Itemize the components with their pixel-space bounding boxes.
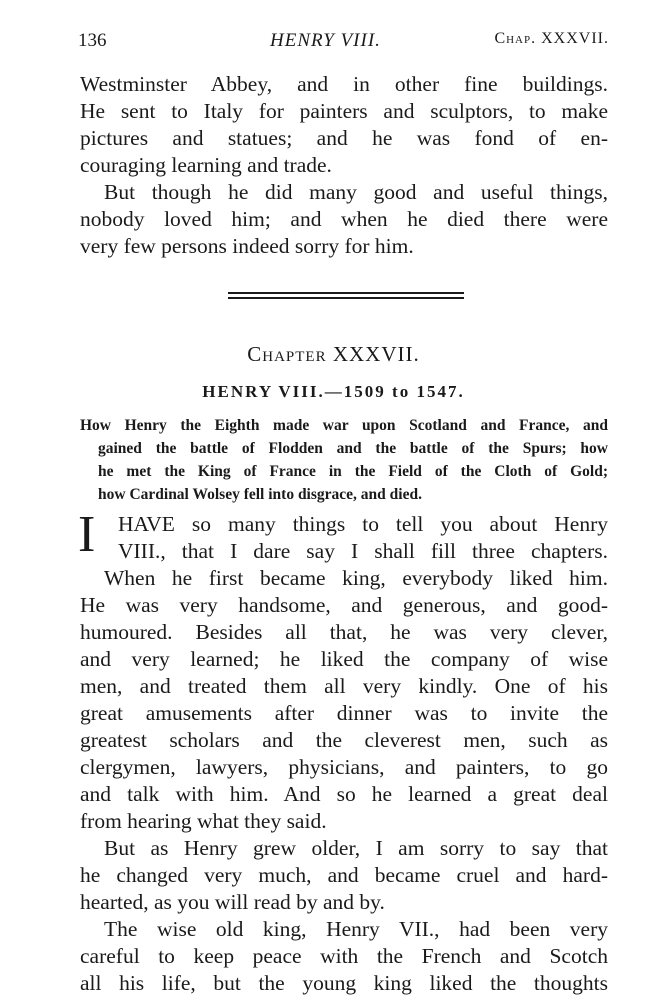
chapter-summary-line: How Henry the Eighth made war upon Scotland and France, and: [80, 417, 608, 434]
text-line: VIII., that I dare say I shall fill three chapters.: [118, 539, 608, 563]
text-line: and talk with him. And so he learned a great deal: [80, 782, 608, 806]
chapter-subtitle: HENRY VIII.—1509 to 1547.: [202, 382, 465, 401]
text-line: couraging learning and trade.: [80, 153, 332, 177]
text-line: He sent to Italy for painters and sculptors, to make: [80, 99, 608, 123]
text-line: He was very handsome, and generous, and good-: [80, 593, 608, 617]
text-line: great amusements after dinner was to invite the: [80, 701, 608, 725]
chapter-summary-line: he met the King of France in the Field of the Cloth of Gold;: [98, 463, 608, 480]
text-line: But as Henry grew older, I am sorry to say that: [104, 836, 608, 860]
chapter-reference: Chap. XXXVII.: [494, 30, 609, 47]
chapter-summary-line: gained the battle of Flodden and the battle of the Spurs; how: [98, 440, 608, 457]
text-line: all his life, but the young king liked the thoughts: [80, 971, 608, 995]
text-line: But though he did many good and useful things,: [104, 180, 608, 204]
text-line: very few persons indeed sorry for him.: [80, 234, 414, 258]
running-title: HENRY VIII.: [270, 30, 381, 51]
section-divider: [228, 297, 464, 299]
text-line: nobody loved him; and when he died there were: [80, 207, 608, 231]
text-line: clergymen, lawyers, physicians, and painters, to go: [80, 755, 608, 779]
text-line: Westminster Abbey, and in other fine buildings.: [80, 72, 608, 96]
text-line: The wise old king, Henry VII., had been very: [104, 917, 608, 941]
text-line: humoured. Besides all that, he was very clever,: [80, 620, 608, 644]
text-line: HAVE so many things to tell you about Henry: [118, 512, 608, 536]
text-line: careful to keep peace with the French and Scotch: [80, 944, 608, 968]
text-line: from hearing what they said.: [80, 809, 327, 833]
text-line: pictures and statues; and he was fond of en-: [80, 126, 608, 150]
text-line: he changed very much, and became cruel and hard-: [80, 863, 608, 887]
chapter-title: Chapter XXXVII.: [247, 342, 420, 366]
text-line: and very learned; he liked the company of wise: [80, 647, 608, 671]
text-line: hearted, as you will read by and by.: [80, 890, 385, 914]
text-line: When he first became king, everybody liked him.: [104, 566, 608, 590]
text-line: greatest scholars and the cleverest men, such as: [80, 728, 608, 752]
text-line: men, and treated them all very kindly. One of his: [80, 674, 608, 698]
section-divider: [228, 292, 464, 294]
page-number: 136: [78, 30, 107, 51]
chapter-summary-line: how Cardinal Wolsey fell into disgrace, and died.: [98, 486, 422, 503]
drop-cap: I: [78, 506, 96, 563]
